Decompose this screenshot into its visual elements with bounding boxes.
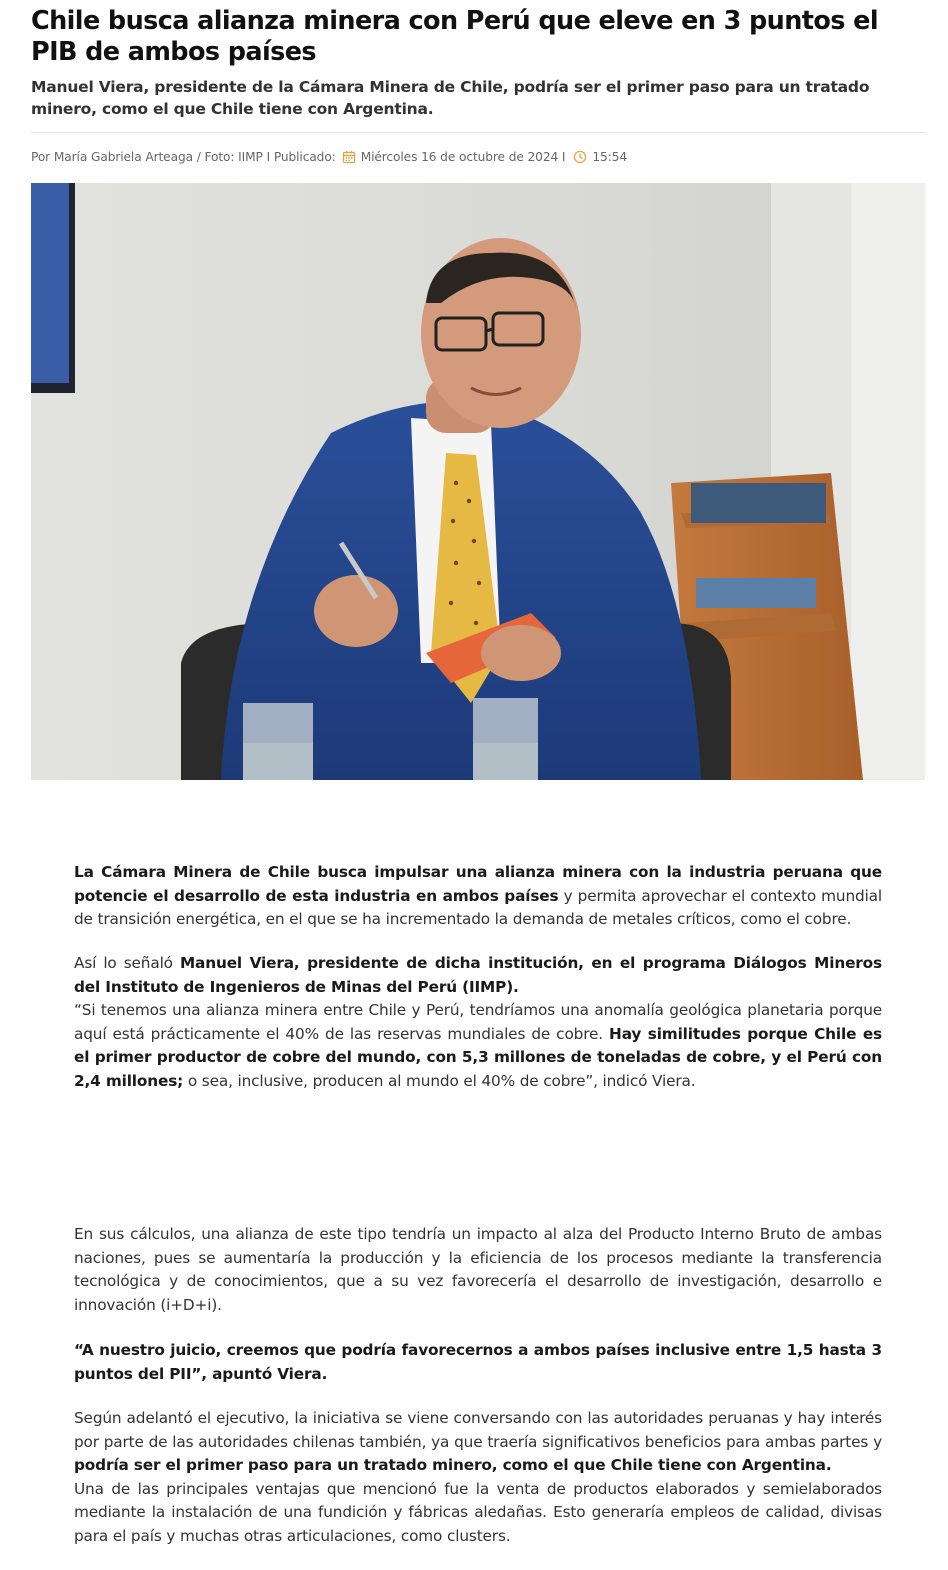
article-byline <box>31 150 627 164</box>
byline-time: 15:54 <box>592 150 628 164</box>
paragraph-2-lead: Así lo señaló <box>74 954 180 972</box>
paragraph-2-quote: “Si tenemos una alianza minera entre Chile y Perú, tendríamos una anomalía geológica planetaria porque aquí está prácticamente el 40% de las reservas mundiales de cobre. <box>74 1001 882 1043</box>
paragraph-1 <box>74 861 882 932</box>
calendar-icon <box>342 150 356 164</box>
article-headline: Chile busca alianza minera con Perú que eleve en 3 puntos el PIB de ambos países <box>31 6 878 67</box>
article-subheadline: Manuel Viera, presidente de la Cámara Minera de Chile, podría ser el primer paso para un tratado minero, como el que Chile tiene con Argentina. <box>31 78 870 118</box>
paragraph-2-quote-bold: Hay similitudes porque Chile es el primer productor de cobre del mundo, con 5,3 millones de toneladas de cobre, y el Perú con 2,4 millones; <box>74 1024 882 1090</box>
article-photo <box>31 183 925 780</box>
paragraph-5-lead: Según adelantó el ejecutivo, la iniciativa se viene conversando con las autoridades peruanas y hay interés por parte de las autoridades chilenas también, ya que traería significativos beneficios para ambas partes y <box>74 1409 882 1451</box>
paragraph-3: En sus cálculos, una alianza de este tipo tendría un impacto al alza del Producto Interno Bruto de ambas naciones, pues se aumentaría la producción y la eficiencia de los procesos mediante la transferencia tecnológica y de conocimientos, que a su vez favorecería el desarrollo de investigación, desarrollo e innovación (i+D+i). <box>74 1225 882 1314</box>
paragraph-1-bold: La Cámara Minera de Chile busca impulsar una alianza minera con la industria peruana que potencie el desarrollo de esta industria en ambos países <box>74 863 882 905</box>
byline-date: Miércoles 16 de octubre de 2024 I <box>360 150 566 164</box>
clock-icon <box>573 150 587 164</box>
paragraph-4 <box>74 1339 882 1386</box>
paragraph-2-bold: Manuel Viera, presidente de dicha institución, en el programa Diálogos Mineros del Instituto de Ingenieros de Minas del Perú (IIMP). <box>74 954 882 996</box>
header-divider <box>31 132 925 133</box>
paragraph-5 <box>74 1407 882 1548</box>
paragraph-5-bold: podría ser el primer paso para un tratado minero, como el que Chile tiene con Argentina. <box>74 1456 832 1474</box>
paragraph-4-bold: “A nuestro juicio, creemos que podría favorecernos a ambos países inclusive entre 1,5 hasta 3 puntos del PII”, apuntó Viera. <box>74 1341 882 1383</box>
paragraph-6: Una de las principales ventajas que mencionó fue la venta de productos elaborados y semielaborados mediante la instalación de una fundición y fábricas aledañas. Esto generaría empleos de calidad, divisas para el país y muchas otras articulaciones, como clusters. <box>74 1479 882 1545</box>
paragraph-2 <box>74 952 882 1093</box>
byline-author: Por María Gabriela Arteaga / Foto: IIMP I Publicado: <box>31 150 336 164</box>
paragraph-2-quote-rest: o sea, inclusive, producen al mundo el 40% de cobre”, indicó Viera. <box>183 1071 696 1090</box>
paragraph-1-rest: y permita aprovechar el contexto mundial de transición energética, en el que se ha incrementado la demanda de metales críticos, como el cobre. <box>74 886 882 928</box>
